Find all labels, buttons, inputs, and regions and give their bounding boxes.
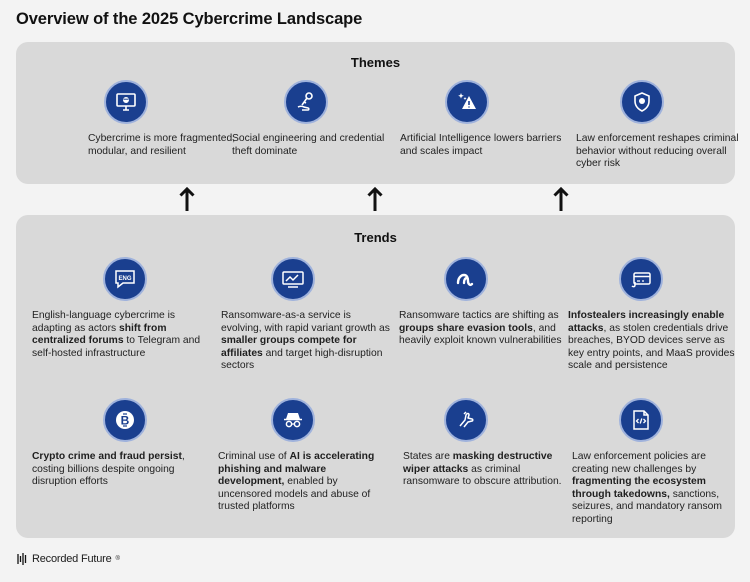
theme-text: Artificial Intelligence lowers barriers and scales impact <box>400 133 562 157</box>
trend-item-wiper-attacks <box>403 398 573 489</box>
trend-text-run: Ransomware-as-a service is evolving, with rapid variant growth as <box>221 310 390 334</box>
trend-text-emphasis: groups share evasion tools <box>399 322 533 334</box>
trend-text <box>399 310 569 348</box>
up-arrow-icon <box>553 186 569 212</box>
theme-text: Social engineering and credential theft dominate <box>232 133 385 157</box>
trend-text-run: enabled by uncensored models and abuse of trusted platforms <box>218 476 371 513</box>
trend-text-emphasis: fragmenting the ecosystem through takedowns, <box>572 476 706 500</box>
trend-text-run: English-language cybercrime is adapting as actors <box>32 310 176 334</box>
trends-panel <box>16 215 735 538</box>
trend-text <box>218 451 388 514</box>
recorded-future-logo-icon <box>16 553 28 565</box>
theme-text: Law enforcement reshapes criminal behavior without reducing overall cyber risk <box>576 133 739 170</box>
credit-card-hook-icon <box>619 257 663 301</box>
trend-text <box>32 451 202 489</box>
page-title: Overview of the 2025 Cybercrime Landscape <box>16 10 363 28</box>
ai-warning-icon <box>445 80 489 124</box>
brand-logo <box>16 553 120 565</box>
trend-text <box>221 310 391 373</box>
trend-text-emphasis: Crypto crime and fraud persist <box>32 451 182 462</box>
svg-text:B: B <box>120 413 130 428</box>
theme-item-law-enforcement <box>576 80 746 171</box>
brand-name: Recorded Future <box>32 553 112 565</box>
trend-item-law-policies <box>572 398 742 527</box>
trend-text-run: to Telegram and self-hosted infrastructure <box>32 335 201 359</box>
police-badge-icon <box>620 80 664 124</box>
trend-text-run: , costing billions despite ongoing disruption efforts <box>32 451 185 488</box>
themes-panel <box>16 42 739 184</box>
trend-text-run: and target high-disruption sectors <box>221 347 383 372</box>
trend-text-run: , and heavily exploit known vulnerabilities <box>399 322 562 347</box>
trend-item-crypto <box>32 398 202 489</box>
svg-text:ENG: ENG <box>118 276 132 282</box>
ransomware-screen-icon <box>271 257 315 301</box>
trend-text-run: , as stolen credentials drive breaches, BYOD devices serve as key entry points, and MaaS provides scale and persistence <box>568 322 735 372</box>
linked-nodes-icon <box>444 257 488 301</box>
trend-text <box>568 310 738 373</box>
trend-text-run: Law enforcement policies are creating new challenges by <box>572 451 706 475</box>
trend-text-emphasis: shift from centralized forums <box>32 322 167 347</box>
up-arrow-icon <box>179 186 195 212</box>
trend-text <box>403 451 573 489</box>
up-arrow-icon <box>367 186 383 212</box>
trends-heading: Trends <box>354 230 397 245</box>
bitcoin-icon <box>103 398 147 442</box>
theme-item-social-engineering <box>232 80 402 158</box>
trend-text <box>572 451 742 527</box>
eng-chat-icon <box>103 257 147 301</box>
trend-item-infostealers <box>568 257 738 373</box>
trend-item-raas <box>221 257 391 373</box>
trend-item-ai-phishing <box>218 398 388 514</box>
trend-item-forums <box>32 257 202 360</box>
trend-item-evasion-tools <box>399 257 569 348</box>
trend-text-run: Ransomware tactics are shifting as <box>399 310 559 321</box>
hand-mask-icon <box>444 398 488 442</box>
trend-text-emphasis: smaller groups compete for affiliates <box>221 335 357 359</box>
hacker-monitor-icon <box>104 80 148 124</box>
theme-item-ai <box>400 80 570 158</box>
trend-text-emphasis: Infostealers increasingly enable attacks <box>568 310 725 334</box>
spy-incognito-icon <box>271 398 315 442</box>
brand-mark: ® <box>115 556 120 562</box>
trend-text-emphasis: AI is accelerating phishing and malware development, <box>218 451 375 488</box>
themes-heading: Themes <box>350 55 401 70</box>
trend-text-run: as criminal ransomware to obscure attribution. <box>403 463 562 488</box>
trend-text-run: States are <box>403 451 453 462</box>
trend-text <box>32 310 202 360</box>
code-document-icon <box>619 398 663 442</box>
trend-text-emphasis: masking destructive wiper attacks <box>403 451 553 475</box>
theme-text: Cybercrime is more fragmented, modular, and resilient <box>88 133 236 157</box>
trend-text-run: Criminal use of <box>218 451 290 462</box>
hand-key-icon <box>284 80 328 124</box>
trend-text-run: sanctions, seizures, and mandatory ransom reporting <box>572 488 722 525</box>
